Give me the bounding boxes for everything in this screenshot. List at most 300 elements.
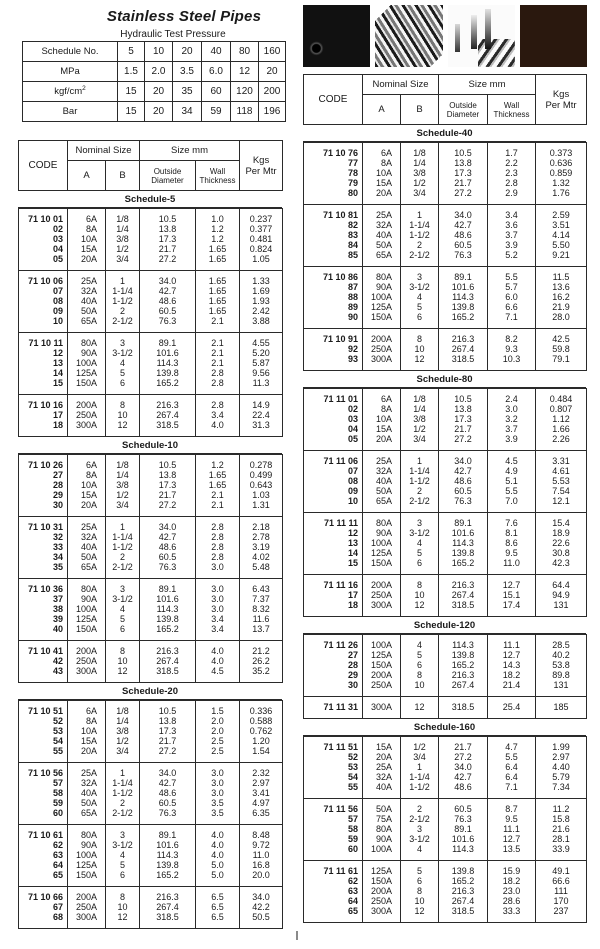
code-cell: 67 (19, 902, 68, 912)
nominal-b-cell: 1 (106, 763, 140, 779)
right-schedules-table (303, 74, 586, 923)
kgs-cell: 13.6 (552, 282, 570, 292)
table-row (19, 746, 283, 763)
nominal-a-cell: 15A (363, 424, 401, 434)
code-group (19, 825, 283, 887)
outside-diameter-cell: 76.3 (140, 808, 196, 825)
nominal-b-cell: 5 (401, 861, 439, 877)
wall-thickness-cell: 2.8 (196, 532, 240, 542)
wall-thickness-cell: 11.1 (488, 824, 536, 834)
table-row (19, 604, 283, 614)
nominal-a-cell: 32A (363, 772, 401, 782)
kgs-cell: 21.6 (552, 824, 570, 834)
kgs-cell: 28.0 (552, 312, 570, 322)
outside-diameter-cell: 13.8 (140, 470, 196, 480)
wall-thickness-cell: 17.4 (488, 600, 536, 617)
code-cell: 60 (19, 808, 68, 825)
wall-thickness-cell: 7.1 (488, 782, 536, 799)
wall-thickness-cell: 2.3 (488, 168, 536, 178)
table-row (304, 414, 587, 424)
table-row (304, 782, 587, 799)
nominal-a-cell: 10A (363, 414, 401, 424)
nominal-size-header: Nominal Size (363, 75, 439, 95)
nominal-a-cell: 300A (68, 912, 106, 929)
nominal-b-cell: 12 (106, 666, 140, 683)
table-row (304, 354, 587, 371)
outside-diameter-cell: 10.5 (140, 701, 196, 717)
nominal-a-cell: 100A (68, 604, 106, 614)
nominal-a-cell: 125A (363, 650, 401, 660)
outside-diameter-cell: 267.4 (439, 896, 488, 906)
table-row (304, 158, 587, 168)
kgs-cell: 237 (553, 906, 569, 916)
nominal-b-cell: 6 (401, 876, 439, 886)
table-row (304, 282, 587, 292)
nominal-a-cell: 90A (68, 348, 106, 358)
outside-diameter-cell: 34.0 (140, 517, 196, 533)
code-cell: 71 10 26 (19, 455, 68, 471)
kgs-cell: 0.377 (249, 224, 273, 234)
nominal-a-cell: 250A (363, 590, 401, 600)
kgs-cell: 1.99 (552, 742, 570, 752)
table-row (304, 292, 587, 302)
wall-thickness-cell: 11.1 (488, 635, 536, 651)
nominal-b-cell: 2-1/2 (401, 496, 439, 513)
table-row (19, 378, 283, 395)
nominal-b-cell: 3-1/2 (401, 282, 439, 292)
nominal-b-cell: 1-1/4 (106, 778, 140, 788)
wall-thickness-cell: 1.2 (196, 224, 240, 234)
kgs-cell: 20.0 (252, 870, 270, 880)
table-row (19, 286, 283, 296)
outside-diameter-cell: 17.3 (140, 480, 196, 490)
code-cell: 55 (304, 782, 363, 799)
code-cell: 54 (19, 736, 68, 746)
nominal-a-cell: 6A (363, 389, 401, 405)
wall-thickness-header: Wall Thickness (488, 95, 536, 125)
outside-diameter-cell: 216.3 (140, 395, 196, 411)
code-cell: 05 (19, 254, 68, 271)
kgs-cell: 0.373 (549, 148, 573, 158)
outside-diameter-cell: 139.8 (140, 368, 196, 378)
code-group (19, 395, 283, 437)
code-cell: 85 (304, 250, 363, 267)
nominal-b-cell: 3/4 (401, 752, 439, 762)
pressure-value: 160 (259, 42, 286, 62)
table-row (19, 887, 283, 903)
wall-thickness-cell: 15.9 (488, 861, 536, 877)
table-row (19, 296, 283, 306)
nominal-b-cell: 12 (401, 354, 439, 371)
schedule-section-label: Schedule-5 (18, 191, 282, 208)
table-row (304, 814, 587, 824)
nominal-a-cell: 40A (363, 476, 401, 486)
kgs-cell: 28.5 (552, 640, 570, 650)
code-header: CODE (304, 75, 363, 125)
wall-thickness-cell: 7.1 (488, 312, 536, 329)
nominal-b-cell: 8 (106, 641, 140, 657)
table-row (304, 188, 587, 205)
wall-thickness-cell: 1.65 (196, 470, 240, 480)
nominal-a-cell: 25A (68, 271, 106, 287)
outside-diameter-cell: 318.5 (140, 666, 196, 683)
code-cell: 71 10 91 (304, 329, 363, 345)
table-row (19, 641, 283, 657)
nominal-a-cell: 150A (68, 378, 106, 395)
table-row (19, 624, 283, 641)
code-cell: 39 (19, 614, 68, 624)
pressure-value: 196 (259, 102, 286, 122)
outside-diameter-cell: 101.6 (140, 594, 196, 604)
outside-diameter-cell: 267.4 (439, 590, 488, 600)
table-row (304, 799, 587, 815)
outside-diameter-cell: 216.3 (439, 329, 488, 345)
code-cell: 71 10 51 (19, 701, 68, 717)
wall-thickness-cell: 3.6 (488, 220, 536, 230)
code-cell: 90 (304, 312, 363, 329)
table-row (304, 240, 587, 250)
code-cell: 02 (19, 224, 68, 234)
nominal-a-cell: 50A (363, 240, 401, 250)
outside-diameter-cell: 101.6 (439, 282, 488, 292)
nominal-b-cell: 1-1/4 (401, 772, 439, 782)
nominal-b-cell: 3-1/2 (106, 594, 140, 604)
code-cell: 09 (304, 486, 363, 496)
code-cell: 71 10 81 (304, 205, 363, 221)
nominal-b-cell: 12 (401, 600, 439, 617)
nominal-a-cell: 15A (363, 178, 401, 188)
nominal-a-cell: 10A (68, 480, 106, 490)
outside-diameter-cell: 318.5 (439, 600, 488, 617)
code-group (304, 697, 587, 719)
table-row (19, 840, 283, 850)
code-cell: 87 (304, 282, 363, 292)
outside-diameter-cell: 27.2 (140, 254, 196, 271)
table-row (304, 680, 587, 697)
nominal-a-cell: 15A (363, 737, 401, 753)
outside-diameter-cell: 27.2 (140, 500, 196, 517)
wall-thickness-cell: 7.0 (488, 496, 536, 513)
code-group (19, 455, 283, 517)
nominal-b-cell: 1/4 (106, 224, 140, 234)
wall-thickness-cell: 1.2 (196, 234, 240, 244)
nominal-a-cell: 300A (68, 666, 106, 683)
outside-diameter-cell: 27.2 (439, 434, 488, 451)
code-cell: 71 11 01 (304, 389, 363, 405)
code-cell: 71 10 61 (19, 825, 68, 841)
code-cell: 14 (304, 548, 363, 558)
code-cell: 33 (19, 542, 68, 552)
code-group (19, 579, 283, 641)
outside-diameter-cell: 17.3 (439, 414, 488, 424)
nominal-b-cell: 10 (401, 896, 439, 906)
nominal-a-cell: 150A (68, 624, 106, 641)
wall-thickness-cell: 5.2 (488, 250, 536, 267)
code-cell: 30 (19, 500, 68, 517)
kgs-cell: 2.59 (552, 210, 570, 220)
wall-thickness-cell: 33.3 (488, 906, 536, 923)
wall-thickness-cell: 1.65 (196, 286, 240, 296)
pressure-row (23, 62, 286, 82)
table-row (19, 701, 283, 717)
pressure-value: 20 (145, 82, 173, 102)
wall-thickness-cell: 2.4 (488, 389, 536, 405)
nominal-a-cell: 15A (68, 244, 106, 254)
nominal-a-cell: 40A (68, 542, 106, 552)
wall-thickness-cell: 3.7 (488, 230, 536, 240)
code-cell: 12 (304, 528, 363, 538)
nominal-a-cell: 125A (363, 548, 401, 558)
nominal-b-cell: 1/8 (106, 455, 140, 471)
size-mm-header: Size mm (140, 141, 240, 161)
nominal-b-cell: 1/2 (401, 424, 439, 434)
kgs-cell: 22.4 (252, 410, 270, 420)
wall-thickness-cell: 5.1 (488, 476, 536, 486)
nominal-a-cell: 150A (363, 876, 401, 886)
nominal-b-cell: 12 (106, 420, 140, 437)
wall-thickness-cell: 6.6 (488, 302, 536, 312)
wall-thickness-cell: 4.0 (196, 420, 240, 437)
kgs-cell: 1.12 (552, 414, 570, 424)
nominal-b-cell: 2-1/2 (401, 814, 439, 824)
nominal-b-cell: 1-1/4 (401, 220, 439, 230)
code-cell: 28 (19, 480, 68, 490)
nominal-b-cell: 3 (401, 267, 439, 283)
nominal-b-cell: 3-1/2 (401, 528, 439, 538)
kgs-cell: 7.37 (252, 594, 270, 604)
nominal-a-cell: 25A (68, 763, 106, 779)
steel-rods-photo (375, 5, 442, 67)
pressure-value: 20 (259, 62, 286, 82)
code-cell: 63 (304, 886, 363, 896)
nominal-b-cell: 3-1/2 (401, 834, 439, 844)
kgs-cell: 5.50 (552, 240, 570, 250)
nominal-a-cell: 125A (363, 302, 401, 312)
table-row (19, 562, 283, 579)
code-cell: 03 (19, 234, 68, 244)
table-row (19, 490, 283, 500)
outside-diameter-cell: 34.0 (140, 763, 196, 779)
nominal-b-cell: 4 (106, 604, 140, 614)
wall-thickness-cell: 2.8 (196, 378, 240, 395)
code-cell: 52 (19, 716, 68, 726)
nominal-b-cell: 3/8 (401, 168, 439, 178)
pressure-value: 80 (231, 42, 259, 62)
schedule-data-table (303, 634, 587, 719)
wall-thickness-cell: 1.65 (196, 271, 240, 287)
nominal-b-cell: 1/2 (106, 736, 140, 746)
nominal-b-cell: 1 (401, 451, 439, 467)
nominal-a-cell: 50A (68, 552, 106, 562)
outside-diameter-cell: 216.3 (439, 670, 488, 680)
kgs-cell: 1.05 (252, 254, 270, 264)
nominal-a-cell: 250A (363, 896, 401, 906)
wall-thickness-cell: 6.4 (488, 762, 536, 772)
code-cell: 53 (19, 726, 68, 736)
code-cell: 35 (19, 562, 68, 579)
nominal-b-cell: 3-1/2 (106, 840, 140, 850)
wall-thickness-cell: 2.1 (196, 333, 240, 349)
kgs-cell: 11.3 (252, 378, 270, 388)
nominal-a-cell: 8A (68, 716, 106, 726)
kgs-cell: 1.20 (252, 736, 270, 746)
code-cell: 77 (304, 158, 363, 168)
table-row (19, 579, 283, 595)
nominal-a-cell: 8A (68, 470, 106, 480)
pressure-table-caption: Hydraulic Test Pressure (120, 29, 226, 40)
kgs-cell: 7.34 (552, 782, 570, 792)
nominal-a-cell: 6A (68, 701, 106, 717)
nominal-b-cell: 3/8 (401, 414, 439, 424)
kgs-cell: 22.6 (552, 538, 570, 548)
nominal-a-cell: 80A (363, 513, 401, 529)
code-cell: 92 (304, 344, 363, 354)
wall-thickness-cell: 7.6 (488, 513, 536, 529)
code-cell: 12 (19, 348, 68, 358)
table-row (304, 434, 587, 451)
outside-diameter-cell: 216.3 (439, 575, 488, 591)
nominal-b-cell: 1/2 (401, 178, 439, 188)
code-group (19, 271, 283, 333)
outside-diameter-cell: 76.3 (439, 496, 488, 513)
schedule-data-table (18, 700, 283, 929)
nominal-b-cell: 3/4 (106, 746, 140, 763)
kgs-cell: 64.4 (552, 580, 570, 590)
code-cell: 27 (19, 470, 68, 480)
schedule-section-label: Schedule-10 (18, 437, 282, 454)
outside-diameter-cell: 21.7 (140, 736, 196, 746)
nominal-a-cell: 90A (363, 528, 401, 538)
table-row (304, 861, 587, 877)
pressure-value: 1.5 (118, 62, 145, 82)
wall-thickness-cell: 5.7 (488, 282, 536, 292)
nominal-b-cell: 10 (106, 902, 140, 912)
wall-thickness-cell: 2.1 (196, 500, 240, 517)
wall-thickness-cell: 4.0 (196, 840, 240, 850)
wall-thickness-cell: 6.4 (488, 772, 536, 782)
nominal-a-cell: 200A (363, 886, 401, 896)
wall-thickness-cell: 15.1 (488, 590, 536, 600)
code-cell: 57 (19, 778, 68, 788)
nominal-a-cell: 90A (68, 594, 106, 604)
code-group (304, 861, 587, 923)
nominal-b-cell: 2 (106, 306, 140, 316)
outside-diameter-cell: 10.5 (140, 455, 196, 471)
outside-diameter-cell: 10.5 (439, 143, 488, 159)
outside-diameter-cell: 42.7 (140, 286, 196, 296)
kgs-cell: 5.48 (252, 562, 270, 572)
outside-diameter-cell: 165.2 (439, 312, 488, 329)
kgs-cell: 8.32 (252, 604, 270, 614)
outside-diameter-cell: 114.3 (439, 538, 488, 548)
schedule-data-table (303, 736, 587, 923)
nominal-b-cell: 4 (106, 358, 140, 368)
table-row (19, 860, 283, 870)
schedule-data-table (18, 454, 283, 683)
outside-diameter-cell: 139.8 (140, 860, 196, 870)
nominal-b-cell: 2 (106, 552, 140, 562)
code-group (304, 513, 587, 575)
kgs-cell: 14.9 (252, 400, 270, 410)
wall-thickness-cell: 14.3 (488, 660, 536, 670)
kgs-cell: 11.6 (252, 614, 270, 624)
outside-diameter-cell: 42.7 (439, 772, 488, 782)
code-group (304, 575, 587, 617)
code-header: CODE (19, 141, 68, 191)
pressure-row-label: Bar (23, 102, 118, 122)
outside-diameter-cell: 89.1 (140, 825, 196, 841)
table-row (304, 737, 587, 753)
nominal-a-cell: 10A (363, 168, 401, 178)
nominal-a-cell: 125A (68, 860, 106, 870)
kgs-cell: 11.2 (552, 804, 570, 814)
table-row (304, 834, 587, 844)
kgs-cell: 53.8 (552, 660, 570, 670)
code-cell: 71 10 56 (19, 763, 68, 779)
nominal-b-cell: 4 (401, 538, 439, 548)
outside-diameter-cell: 21.7 (439, 737, 488, 753)
pressure-row-label: kgf/$cm^2$ (23, 82, 118, 102)
outside-diameter-cell: 60.5 (140, 552, 196, 562)
kgs-cell: 42.3 (552, 558, 570, 568)
outside-diameter-cell: 48.6 (439, 782, 488, 799)
code-cell: 59 (304, 834, 363, 844)
nominal-b-cell: 1/8 (401, 389, 439, 405)
nominal-b-cell: 2 (401, 799, 439, 815)
kgs-cell: 2.26 (552, 434, 570, 444)
table-row (19, 517, 283, 533)
wall-thickness-cell: 1.65 (196, 244, 240, 254)
wall-thickness-cell: 4.0 (196, 641, 240, 657)
outside-diameter-cell: 34.0 (439, 762, 488, 772)
wall-thickness-cell: 12.7 (488, 834, 536, 844)
nominal-b-cell: 3 (106, 825, 140, 841)
wall-thickness-cell: 21.4 (488, 680, 536, 697)
table-row (19, 368, 283, 378)
outside-diameter-cell: 13.8 (140, 716, 196, 726)
kgs-cell: 1.69 (252, 286, 270, 296)
wall-thickness-cell: 1.65 (196, 254, 240, 271)
kgs-cell: 185 (553, 702, 569, 712)
table-header (18, 140, 283, 191)
table-row (304, 590, 587, 600)
outside-diameter-cell: 48.6 (140, 788, 196, 798)
kgs-cell: 1.32 (552, 178, 570, 188)
wall-thickness-cell: 2.1 (196, 348, 240, 358)
code-cell: 54 (304, 772, 363, 782)
outside-diameter-cell: 34.0 (140, 271, 196, 287)
code-cell: 13 (304, 538, 363, 548)
nominal-b-cell: 2 (401, 486, 439, 496)
wall-thickness-cell: 8.7 (488, 799, 536, 815)
pressure-table (22, 41, 286, 122)
table-row (304, 250, 587, 267)
nominal-a-cell: 32A (68, 286, 106, 296)
pipe-bundle-photo (303, 5, 370, 67)
code-cell: 10 (304, 496, 363, 513)
kgs-cell: 111 (554, 886, 568, 896)
outside-diameter-cell: 114.3 (439, 844, 488, 861)
nominal-b-cell: 10 (401, 680, 439, 697)
code-cell: 60 (304, 844, 363, 861)
nominal-a-cell: 20A (68, 746, 106, 763)
wall-thickness-cell: 3.0 (196, 579, 240, 595)
table-row (19, 656, 283, 666)
code-cell: 29 (19, 490, 68, 500)
kgs-cell: 34.0 (252, 892, 270, 902)
code-cell: 38 (19, 604, 68, 614)
code-cell: 71 11 06 (304, 451, 363, 467)
